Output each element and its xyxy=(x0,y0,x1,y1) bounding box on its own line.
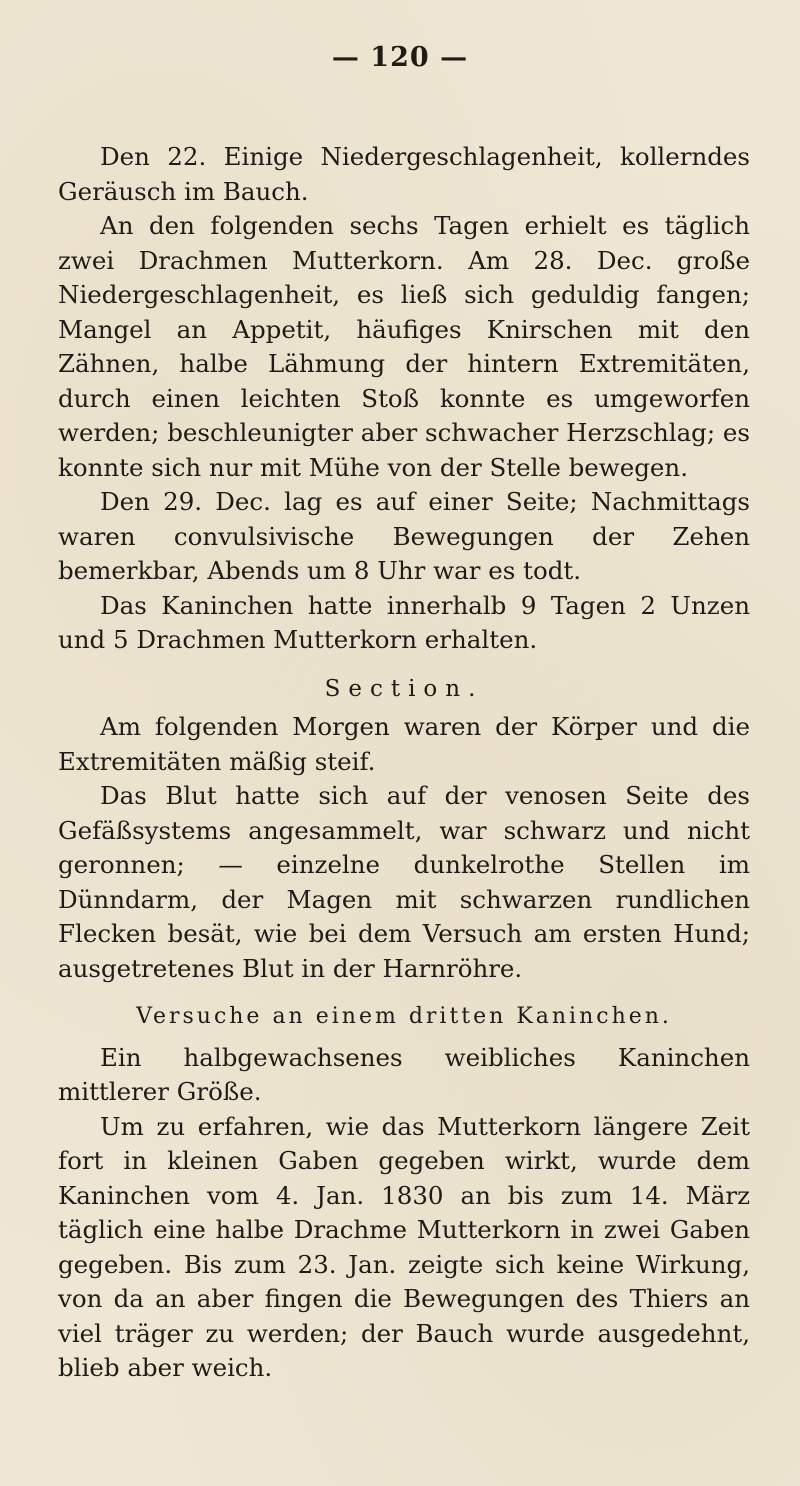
page-body xyxy=(58,140,750,1386)
section-heading: Section. xyxy=(324,675,484,702)
page-number: — 120 — xyxy=(331,42,469,73)
experiment-heading: Versuche an einem dritten Kaninchen. xyxy=(136,1004,672,1029)
paragraph-dec-29: Den 29. Dec. lag es auf einer Seite; Nachmittags waren convulsivische Bewegungen der Zehen bemerkbar, Abends um 8 Uhr war es todt. xyxy=(58,487,750,585)
paragraph-dec-22: Den 22. Einige Niedergeschlagenheit, kollerndes Geräusch im Bauch. xyxy=(58,142,750,206)
paragraph-blood-findings: Das Blut hatte sich auf der venosen Seite des Gefäßsystems angesammelt, war schwarz und nicht geronnen; — einzelne dunkelrothe Stellen im Dünndarm, der Magen mit schwarzen rundlichen Flecken besät, wie bei dem Versuch am ersten Hund; ausgetretenes Blut in der Harnröhre. xyxy=(58,781,750,983)
paragraph-long-term-dosing: Um zu erfahren, wie das Mutterkorn längere Zeit fort in kleinen Gaben gegeben wirkt, wurde dem Kaninchen vom 4. Jan. 1830 an bis zum 14. März täglich eine halbe Drachme Mutterkorn in zwei Gaben gegeben. Bis zum 23. Jan. zeigte sich keine Wirkung, von da an aber fingen die Bewegungen des Thiers an viel träger zu werden; der Bauch wurde ausgedehnt, blieb aber weich. xyxy=(58,1111,750,1382)
paragraph-total-dose: Das Kaninchen hatte innerhalb 9 Tagen 2 Unzen und 5 Drachmen Mutterkorn erhalten. xyxy=(58,590,750,654)
paragraph-six-days: An den folgenden sechs Tagen erhielt es täglich zwei Drachmen Mutterkorn. Am 28. Dec. große Niedergeschlagenheit, es ließ sich geduldig fangen; Mangel an Appetit, häufiges Knirschen mit den Zähnen, halbe Lähmung der hintern Extremitäten, durch einen leichten Stoß konnte es umgeworfen werden; beschleunigter aber schwacher Herzschlag; es konnte sich nur mit Mühe von der Stelle bewegen. xyxy=(58,211,750,482)
paragraph-body-stiff: Am folgenden Morgen waren der Körper und die Extremitäten mäßig steif. xyxy=(58,712,750,776)
paragraph-rabbit-description: Ein halbgewachsenes weibliches Kaninchen mittlerer Größe. xyxy=(58,1042,750,1106)
